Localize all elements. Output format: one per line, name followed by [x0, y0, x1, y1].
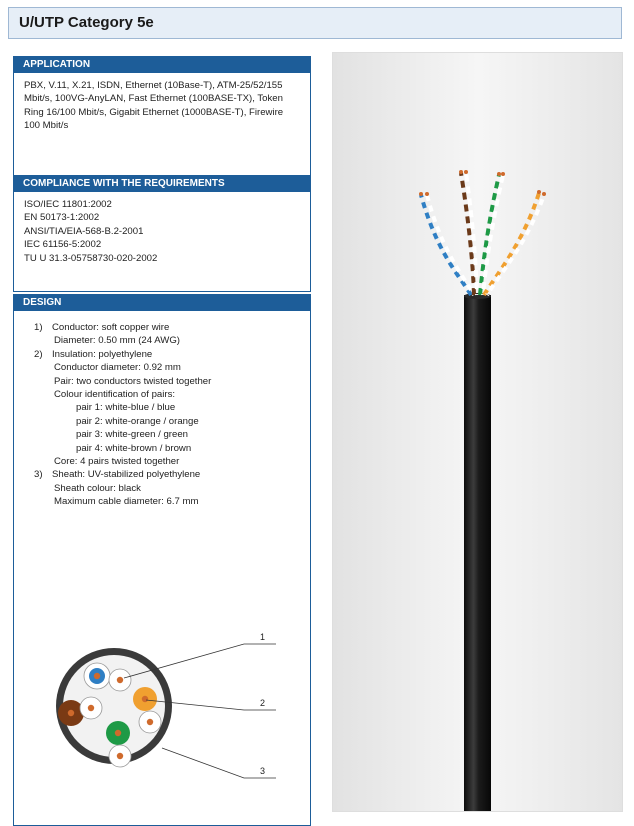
cable-cross-section-diagram [54, 626, 294, 786]
design-body [13, 311, 311, 826]
conductor [68, 710, 74, 716]
application-body [13, 73, 311, 179]
application-line: Mbit/s, 100VG-AnyLAN, Fast Ethernet (100BASE-TX), Token [24, 93, 283, 105]
max-diameter: Maximum cable diameter: 6.7 mm [54, 496, 199, 508]
standard-item: ISO/IEC 11801:2002 [24, 199, 112, 210]
conductor [147, 719, 153, 725]
conductor [88, 705, 94, 711]
pair-text: Pair: two conductors twisted together [54, 375, 212, 387]
cable-jacket [464, 295, 491, 812]
pair-colour: pair 3: white-green / green [76, 429, 188, 441]
colour-id-text: Colour identification of pairs: [54, 389, 176, 401]
application-line: PBX, V.11, X.21, ISDN, Ethernet (10Base-T), ATM-25/52/155 [24, 80, 283, 91]
pair-colour: pair 1: white-blue / blue [76, 402, 176, 414]
insulation-text: Insulation: polyethylene [52, 348, 153, 360]
pair-colour: pair 2: white-orange / orange [76, 415, 199, 427]
callout-line-3 [162, 748, 276, 778]
conductor [117, 677, 123, 683]
standard-item: EN 50173-1:2002 [24, 212, 100, 224]
application-line: 100 Mbit/s [24, 120, 69, 132]
compliance-section [13, 175, 311, 292]
design-list [24, 317, 302, 509]
compliance-body [13, 192, 311, 292]
sheath-text: Sheath: UV-stabilized polyethylene [52, 469, 201, 481]
item-number: 1) [34, 322, 43, 333]
conductor-text: Conductor: soft copper wire [52, 322, 170, 333]
standard-item: TU U 31.3-05758730-020-2002 [24, 252, 158, 264]
design-line [24, 321, 302, 334]
application-section [13, 56, 311, 179]
design-line [24, 468, 302, 481]
cable-illustration [333, 53, 623, 812]
callout-label: 1 [260, 632, 266, 642]
conductor-diameter: Diameter: 0.50 mm (24 AWG) [54, 335, 180, 347]
conductor [115, 730, 121, 736]
application-line: Ring 16/100 Mbit/s, Gigabit Ethernet (1000BASE-T), Firewire [24, 106, 284, 118]
title-bar [8, 7, 622, 39]
callout-label: 3 [260, 766, 266, 776]
insulation-diameter: Conductor diameter: 0.92 mm [54, 362, 181, 374]
compliance-heading: COMPLIANCE WITH THE REQUIREMENTS [13, 175, 311, 192]
conductor [142, 696, 148, 702]
sheath-colour: Sheath colour: black [54, 482, 141, 494]
product-photo [332, 52, 623, 812]
conductor [117, 753, 123, 759]
item-number: 3) [34, 469, 43, 481]
item-number: 2) [34, 348, 43, 360]
page-title: U/UTP Category 5e [19, 14, 154, 31]
design-heading: DESIGN [13, 294, 311, 311]
conductor [94, 673, 100, 679]
design-line [24, 348, 302, 361]
standard-item: IEC 61156-5:2002 [24, 239, 102, 251]
pair-colour: pair 4: white-brown / brown [76, 442, 192, 454]
design-section [13, 294, 311, 826]
application-heading: APPLICATION [13, 56, 311, 73]
core-text: Core: 4 pairs twisted together [54, 456, 180, 468]
callout-label: 2 [260, 698, 266, 708]
standard-item: ANSI/TIA/EIA-568-B.2-2001 [24, 225, 144, 237]
